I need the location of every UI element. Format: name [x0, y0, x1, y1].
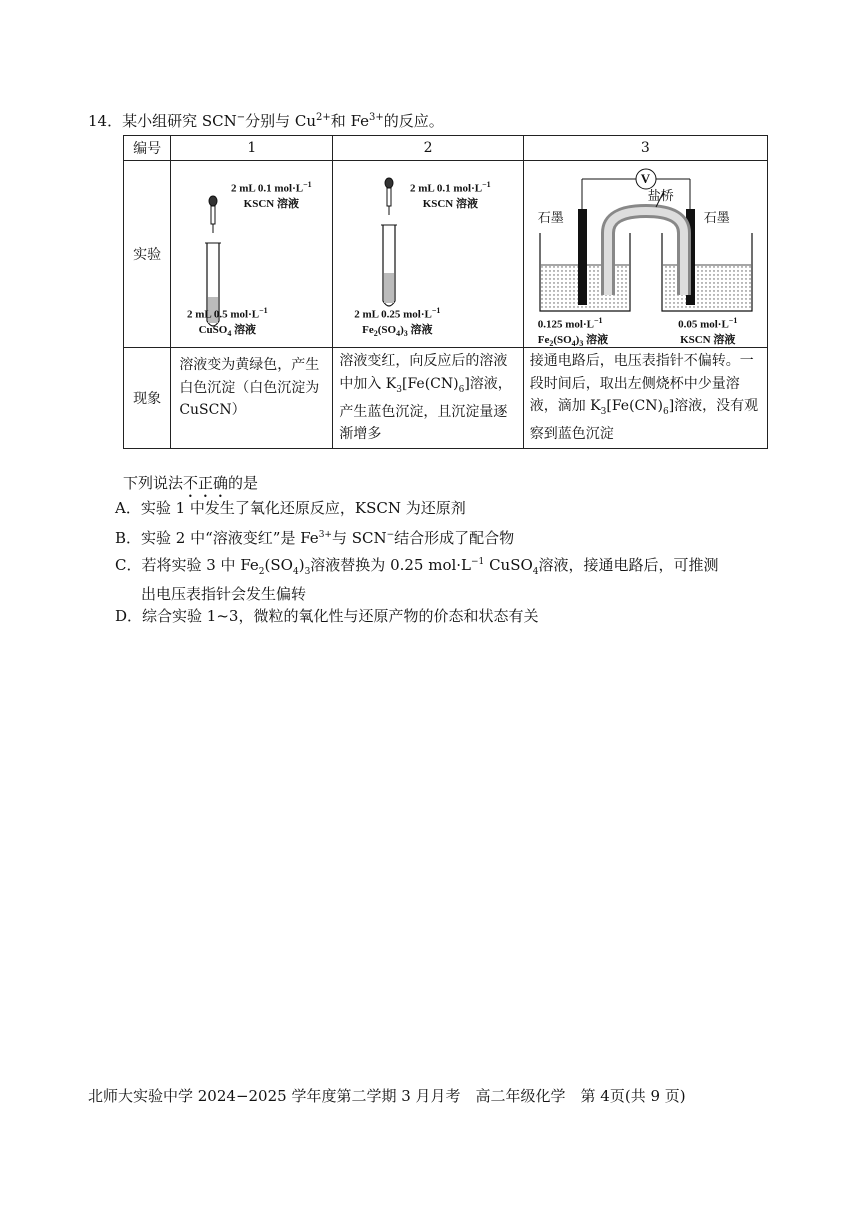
option-d[interactable]: D．综合实验 1~3，微粒的氧化性与还原产物的价态和状态有关 [115, 607, 539, 625]
row-label-phenomenon: 现象 [124, 348, 171, 449]
header-label: 编号 [124, 136, 171, 161]
emphasis-text: 不正确 [183, 474, 229, 492]
header-col1: 1 [171, 136, 333, 161]
exp2-cell: 2 mL 0.1 $mol\cdot L^{-1}$ KSCN 溶液 2 mL 0.25 $mol\cdot L^{-1}$ $Fe_2(SO_4)_3$ 溶液 [333, 161, 523, 348]
graphite-left-label: 石墨 [537, 211, 564, 226]
obs2-text: 溶液变红，向反应后的溶液中加入 $K_3[Fe(CN)_6]$溶液，产生蓝色沉淀，且沉淀量逐渐增多 [333, 348, 523, 449]
graphite-right-label: 石墨 [703, 211, 730, 226]
question-number: 14． [88, 112, 123, 130]
option-c[interactable]: C．若将实验 3 中 $Fe_2(SO_4)_3$溶液替换为 0.25 $mol\cdot L^{-1}$ CuSO$_4$溶液，接通电路后，可推测 出电压表指针会发生偏转 [115, 556, 719, 603]
table-header-row [124, 136, 768, 161]
obs1-text: 溶液变为黄绿色，产生白色沉淀（白色沉淀为 CuSCN） [171, 348, 333, 449]
page-footer: 北师大实验中学 2024−2025 学年度第二学期 3 月月考 高二年级化学 第 4页(共 9 页) [88, 1087, 686, 1105]
experiment-row [124, 161, 768, 348]
phenomenon-row [124, 348, 768, 449]
exp1-cell: 2 mL 0.1 $mol\cdot L^{-1}$ KSCN 溶液 2 mL 0.5 $mol\cdot L^{-1}$ CuSO$_4$ 溶液 [171, 161, 333, 348]
experiment-table [123, 135, 768, 449]
options-intro: 下列说法不正确的是 [123, 474, 259, 492]
salt-bridge-label: 盐桥 [647, 189, 674, 204]
header-col2: 2 [333, 136, 523, 161]
question-stem: 14．某小组研究 SCN−分别与 $Cu^{2+}$和 $Fe^{3+}$的反应。 [88, 112, 444, 130]
voltmeter-symbol: V [640, 171, 651, 186]
option-a[interactable]: A．实验 1 中发生了氧化还原反应，KSCN 为还原剂 [115, 499, 466, 517]
header-col3: 3 [523, 136, 767, 161]
exp3-cell: V 盐桥 石墨 石墨 0.125 $mol\cdot L^{-1}$ $Fe_2(SO_4)_3$ 溶液 0.05 $mol\cdot L^{-1}$ KSCN 溶液 [523, 161, 767, 348]
obs3-text: 接通电路后，电压表指针不偏转。一段时间后，取出左侧烧杯中少量溶液，滴加 $K_3[Fe(CN)_6]$溶液，没有观察到蓝色沉淀 [523, 348, 767, 449]
option-b[interactable]: B．实验 2 中“溶液变红”是 $Fe^{3+}$与 SCN−结合形成了配合物 [115, 529, 515, 547]
row-label-experiment: 实验 [124, 161, 171, 348]
